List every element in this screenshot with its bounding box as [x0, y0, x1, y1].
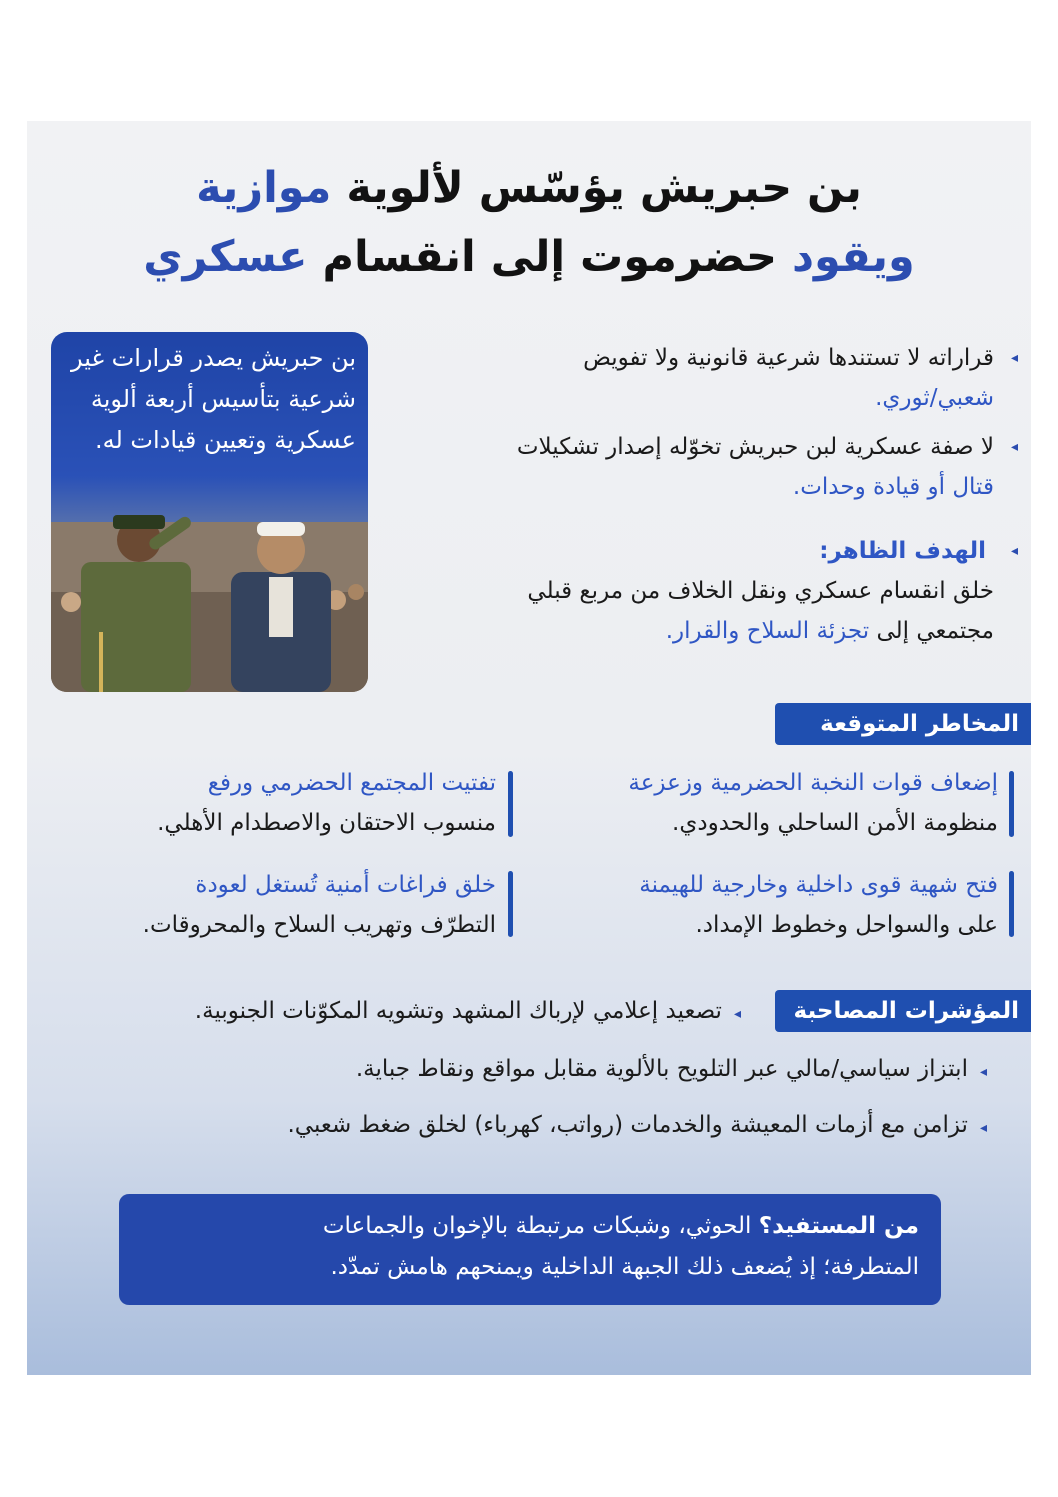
goal-heading: الهدف الظاهر: — [819, 538, 986, 564]
indicator-text: تصعيد إعلامي لإرباك المشهد وتشويه المكوّنات الجنوبية. — [194, 998, 722, 1024]
risks-label: المخاطر المتوقعة — [775, 703, 1031, 745]
bullet-arrow-icon: ◂ — [1010, 543, 1018, 559]
goal-block — [394, 531, 1018, 651]
title-part: موازية — [196, 163, 332, 213]
beneficiary-question: من المستفيد؟ — [758, 1213, 919, 1239]
title-part: عسكري — [143, 232, 308, 282]
indicator-item — [356, 1056, 987, 1082]
beneficiary-text: الحوثي، وشبكات مرتبطة بالإخوان والجماعات — [322, 1213, 752, 1239]
risk-item — [528, 763, 998, 843]
risk-text-accent: خلق فراغات أمنية تُستغل لعودة — [195, 872, 496, 898]
ceremony-photo — [51, 482, 368, 692]
goal-text: مجتمعي إلى — [876, 618, 994, 644]
goal-text-accent: تجزئة السلاح والقرار. — [665, 618, 870, 644]
beneficiary-text: المتطرفة؛ إذ يُضعف ذلك الجبهة الداخلية ويمنحهم هامش تمدّد. — [330, 1254, 919, 1280]
title-part: بن حبريش يؤسّس لألوية — [346, 163, 862, 213]
photo-panel — [51, 332, 368, 692]
bullet-arrow-icon: ◂ — [1010, 350, 1018, 366]
point-2 — [394, 427, 1018, 507]
point-text-accent: شعبي/ثوري. — [875, 385, 994, 411]
divider-line — [508, 771, 513, 837]
bullet-arrow-icon: ◂ — [979, 1120, 987, 1136]
indicator-item — [195, 998, 741, 1024]
title-line-1 — [27, 163, 1031, 213]
risk-text-accent: فتح شهية قوى داخلية وخارجية للهيمنة — [639, 872, 998, 898]
indicator-text: ابتزاز سياسي/مالي عبر التلويح بالألوية مقابل مواقع ونقاط جباية. — [355, 1056, 968, 1082]
title-line-2 — [27, 232, 1031, 282]
risk-item — [27, 763, 496, 843]
bullet-arrow-icon: ◂ — [733, 1006, 741, 1022]
divider-line — [508, 871, 513, 937]
point-text: لا صفة عسكرية لبن حبريش تخوّله إصدار تشكيلات — [516, 434, 994, 460]
point-text: قراراته لا تستندها شرعية قانونية ولا تفويض — [583, 345, 994, 371]
infographic-card — [27, 121, 1031, 1375]
title-part: ويقود — [791, 232, 915, 282]
risk-item — [528, 865, 998, 945]
goal-line — [394, 611, 994, 651]
risk-text: منظومة الأمن الساحلي والحدودي. — [672, 810, 998, 836]
risk-text-accent: إضعاف قوات النخبة الحضرمية وزعزعة — [628, 770, 998, 796]
photo-caption: بن حبريش يصدر قرارات غير شرعية بتأسيس أربعة ألوية عسكرية وتعيين قيادات له. — [70, 344, 356, 454]
risk-text-accent: تفتيت المجتمع الحضرمي ورفع — [207, 770, 496, 796]
indicator-text: تزامن مع أزمات المعيشة والخدمات (رواتب، كهرباء) لخلق ضغط شعبي. — [287, 1112, 968, 1138]
bullet-arrow-icon: ◂ — [1010, 439, 1018, 455]
risk-text: التطرّف وتهريب السلاح والمحروقات. — [142, 912, 496, 938]
point-text-accent: قتال أو قيادة وحدات. — [792, 474, 994, 500]
indicators-label: المؤشرات المصاحبة — [775, 990, 1031, 1032]
beneficiary-box — [119, 1194, 941, 1305]
goal-line: خلق انقسام عسكري ونقل الخلاف من مربع قبلي — [527, 578, 994, 604]
risk-text: منسوب الاحتقان والاصطدام الأهلي. — [157, 810, 496, 836]
title-part: حضرموت إلى انقسام — [322, 232, 777, 282]
risk-item — [27, 865, 496, 945]
point-1 — [394, 338, 1018, 418]
divider-line — [1009, 871, 1014, 937]
bullet-arrow-icon: ◂ — [979, 1064, 987, 1080]
risk-text: على والسواحل وخطوط الإمداد. — [695, 912, 998, 938]
divider-line — [1009, 771, 1014, 837]
indicator-item — [288, 1112, 988, 1138]
beneficiary-line — [119, 1206, 941, 1247]
